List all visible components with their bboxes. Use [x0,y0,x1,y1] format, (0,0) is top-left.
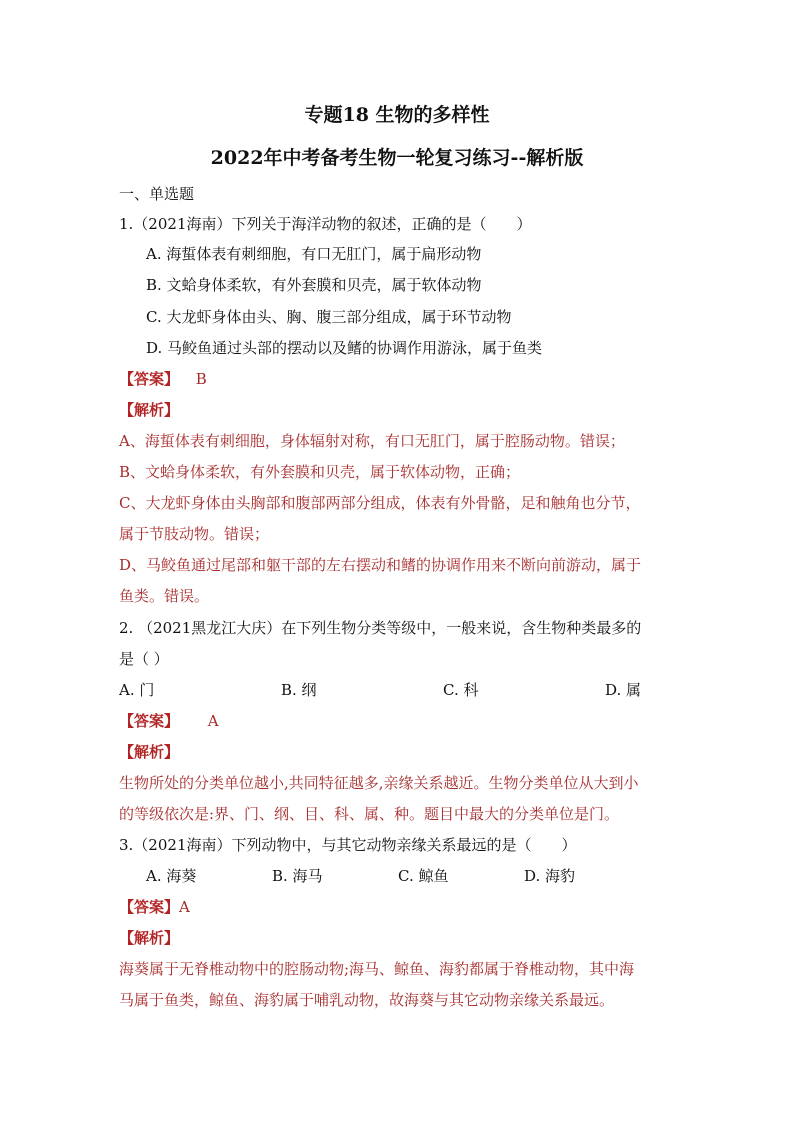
q3-analysis-line-1: 海葵属于无脊椎动物中的腔肠动物;海马、鲸鱼、海豹都属于脊椎动物，其中海 [119,960,635,978]
q2-stem-line-1: 2. （2021黑龙江大庆）在下列生物分类等级中，一般来说，含生物种类最多的 [119,619,642,637]
q1-analysis-label: 【解析】 [119,401,180,419]
q1-analysis-line-4: 属于节肢动物。错误； [119,525,270,543]
q3-answer-line [119,896,190,917]
q1-analysis-line-1: A、海蜇体表有刺细胞，身体辐射对称，有口无肛门，属于腔肠动物。错误； [119,432,625,450]
q1-option-c: C. 大龙虾身体由头、胸、腹三部分组成，属于环节动物 [146,308,512,326]
q3-answer-value: A [179,898,190,916]
q3-option-b: B. 海马 [272,867,323,885]
q3-option-a: A. 海葵 [146,867,197,885]
q1-option-a: A. 海蜇体表有刺细胞，有口无肛门，属于扁形动物 [146,245,482,263]
q2-analysis-line-2: 的等级依次是:界、门、纲、目、科、属、种。题目中最大的分类单位是门。 [119,805,620,823]
document-subtitle: 2022年中考备考生物一轮复习练习--解析版 [210,147,584,169]
q2-option-b: B. 纲 [281,681,317,699]
q2-answer-line [119,710,219,731]
q3-stem: 3.（2021海南）下列动物中，与其它动物亲缘关系最远的是（ ） [119,836,577,854]
q2-answer-label: 【答案】 [119,712,180,730]
q2-option-a: A. 门 [119,681,155,699]
q1-answer-label: 【答案】 [119,370,180,388]
q1-analysis-line-2: B、文蛤身体柔软，有外套膜和贝壳，属于软体动物，正确； [119,463,521,481]
q3-answer-label: 【答案】 [119,898,180,916]
q1-stem: 1.（2021海南）下列关于海洋动物的叙述，正确的是（ ） [119,215,532,233]
q2-answer-value: A [207,712,219,730]
q3-analysis-line-2: 马属于鱼类，鲸鱼、海豹属于哺乳动物，故海葵与其它动物亲缘关系最远。 [119,991,615,1009]
q1-answer-value: B [195,370,207,388]
q2-analysis-label: 【解析】 [119,743,180,761]
q2-stem-line-2: 是（ ） [119,650,169,668]
q2-option-c: C. 科 [443,681,479,699]
q2-option-d: D. 属 [605,681,642,699]
q3-option-c: C. 鲸鱼 [398,867,449,885]
q1-option-d: D. 马鲛鱼通过头部的摆动以及鳍的协调作用游泳，属于鱼类 [146,339,543,357]
q1-option-b: B. 文蛤身体柔软，有外套膜和贝壳，属于软体动物 [146,276,482,294]
q1-answer-line [119,368,207,389]
q1-analysis-line-6: 鱼类。错误。 [119,587,210,605]
q1-analysis-line-5: D、马鲛鱼通过尾部和躯干部的左右摆动和鳍的协调作用来不断向前游动，属于 [119,556,642,574]
q3-analysis-label: 【解析】 [119,929,180,947]
document-title: 专题18 生物的多样性 [304,104,490,126]
q2-analysis-line-1: 生物所处的分类单位越小,共同特征越多,亲缘关系越近。生物分类单位从大到小 [119,774,639,792]
q3-option-d: D. 海豹 [524,867,576,885]
section-heading: 一、单选题 [119,185,195,203]
q1-analysis-line-3: C、大龙虾身体由头胸部和腹部两部分组成，体表有外骨骼，足和触角也分节， [119,494,641,512]
